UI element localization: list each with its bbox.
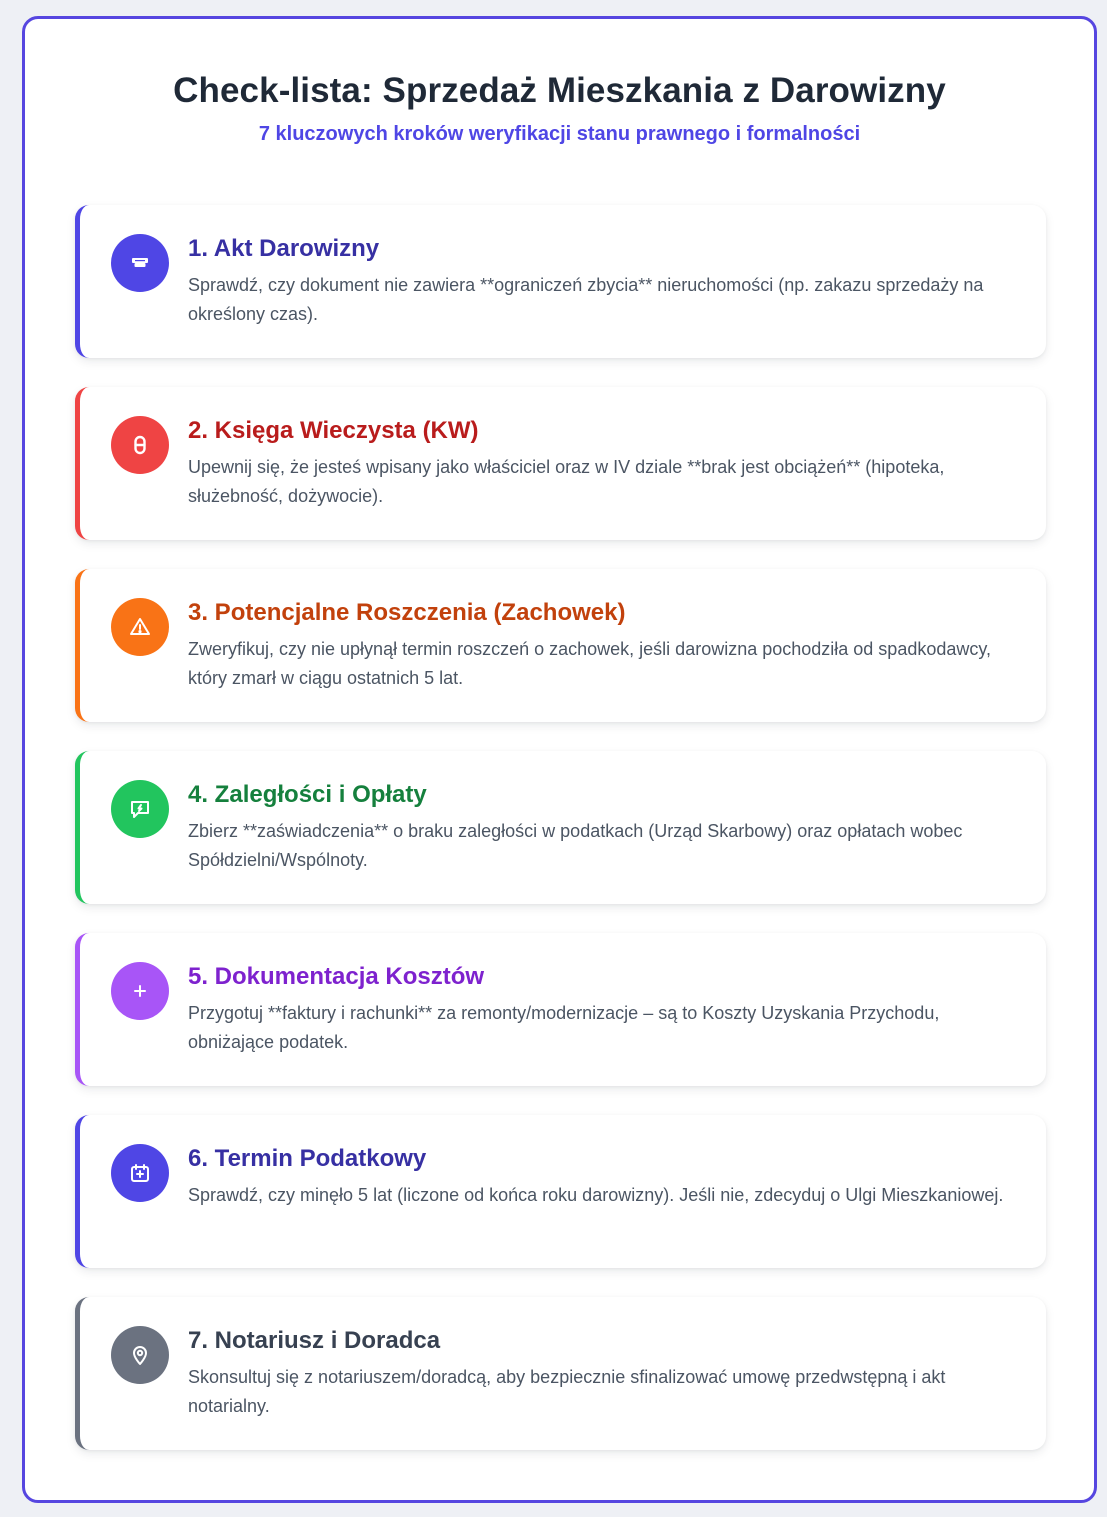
- step-title: 1. Akt Darowizny: [188, 235, 380, 262]
- step-card-7: [75, 1297, 1046, 1450]
- step-description: Zbierz **zaświadczenia** o braku zaległości w podatkach (Urząd Skarbowy) oraz opłatach wobec Spółdzielni/Wspólnoty.: [188, 821, 963, 870]
- step-title: 5. Dokumentacja Kosztów: [188, 963, 485, 990]
- step-card-6: [75, 1115, 1046, 1268]
- plus-icon: [111, 962, 169, 1020]
- header: [25, 19, 1094, 146]
- page-subtitle: 7 kluczowych kroków weryfikacji stanu prawnego i formalności: [258, 123, 861, 145]
- receipt-icon: [111, 780, 169, 838]
- document-icon: [111, 234, 169, 292]
- step-title: 3. Potencjalne Roszczenia (Zachowek): [188, 599, 626, 626]
- checklist: [75, 205, 1046, 1479]
- checklist-panel: [22, 16, 1097, 1503]
- step-title: 2. Księga Wieczysta (KW): [188, 417, 479, 444]
- step-card-1: [75, 205, 1046, 358]
- step-title: 6. Termin Podatkowy: [188, 1145, 427, 1172]
- step-description: Skonsultuj się z notariuszem/doradcą, aby bezpiecznie sfinalizować umowę przedwstępną i akt notarialny.: [188, 1367, 946, 1416]
- location-pin-icon: [111, 1326, 169, 1384]
- calendar-icon: [111, 1144, 169, 1202]
- step-card-3: [75, 569, 1046, 722]
- step-card-2: [75, 387, 1046, 540]
- step-description: Upewnij się, że jesteś wpisany jako właściciel oraz w IV dziale **brak jest obciążeń** (hipoteka, służebność, dożywocie).: [188, 457, 945, 506]
- page-title: Check-lista: Sprzedaż Mieszkania z Darowizny: [173, 71, 946, 110]
- step-description: Przygotuj **faktury i rachunki** za remonty/modernizacje – są to Koszty Uzyskania Przychodu, obniżające podatek.: [188, 1003, 940, 1052]
- step-description: Sprawdź, czy dokument nie zawiera **ograniczeń zbycia** nieruchomości (np. zakazu sprzedaży na określony czas).: [188, 275, 984, 324]
- ledger-icon: [111, 416, 169, 474]
- warning-icon: [111, 598, 169, 656]
- step-description: Sprawdź, czy minęło 5 lat (liczone od końca roku darowizny). Jeśli nie, zdecyduj o Ulgi Mieszkaniowej.: [188, 1185, 1004, 1205]
- step-title: 7. Notariusz i Doradca: [188, 1327, 441, 1354]
- step-card-5: [75, 933, 1046, 1086]
- step-title: 4. Zaległości i Opłaty: [188, 781, 427, 808]
- step-description: Zweryfikuj, czy nie upłynął termin roszczeń o zachowek, jeśli darowizna pochodziła od spadkodawcy, który zmarł w ciągu ostatnich 5 lat.: [188, 639, 992, 688]
- step-card-4: [75, 751, 1046, 904]
